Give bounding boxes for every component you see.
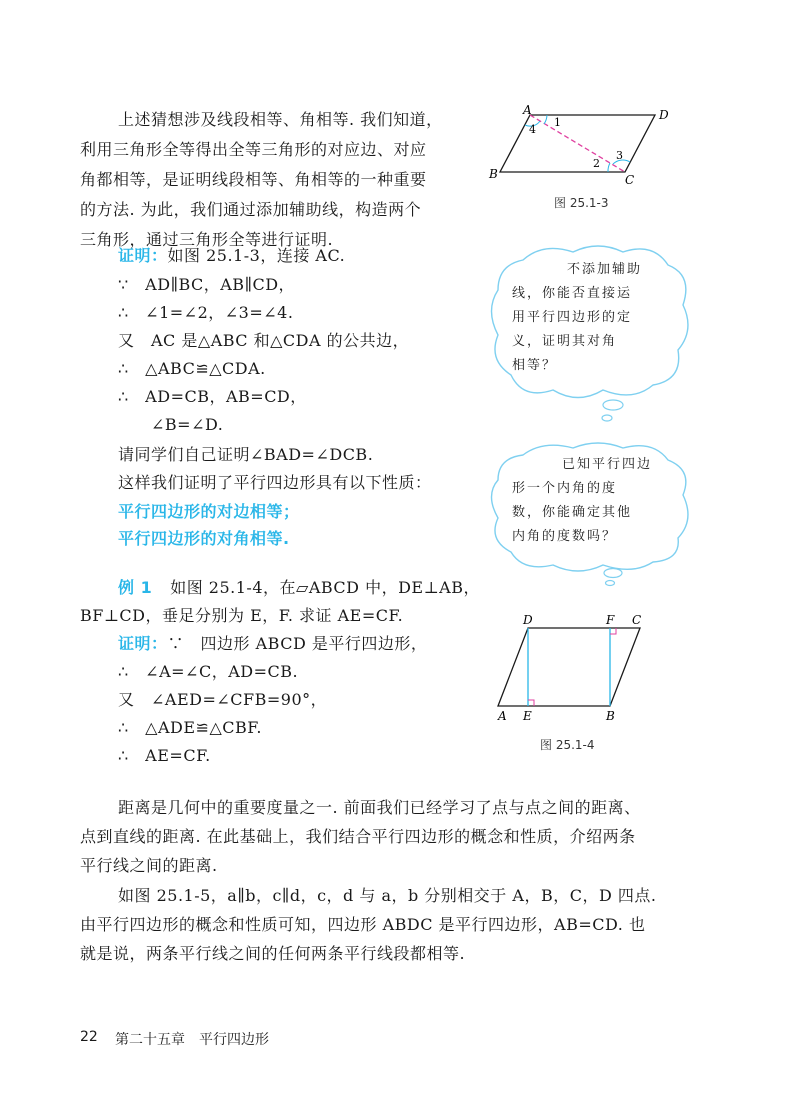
fig1-label-d: D: [659, 108, 669, 122]
proof-line: 这样我们证明了平行四边形具有以下性质：: [118, 473, 432, 492]
bubble-line: 数，你能确定其他: [512, 505, 633, 520]
proof-line: ∴ △ABC≌△CDA.: [118, 359, 266, 378]
bubble-line: 已知平行四边: [562, 457, 653, 472]
example-proof-line: ∴ ∠A=∠C，AD=CB.: [118, 662, 299, 681]
example-proof-line: ∵ 四边形 ABCD 是平行四边形，: [167, 634, 428, 653]
proof-line: ∴ ∠1=∠2，∠3=∠4.: [118, 303, 294, 322]
proof-label: 证明：: [118, 246, 168, 265]
intro-line: 三角形，通过三角形全等进行证明.: [80, 230, 334, 249]
example-line: 如图 25.1-4，在▱ABCD 中，DE⊥AB，: [170, 578, 480, 597]
figure-25-1-4-caption: 图 25.1-4: [540, 738, 595, 752]
property-opposite-angles: 平行四边形的对角相等.: [118, 529, 290, 548]
proof-line: ∠B=∠D.: [118, 415, 224, 434]
bubble-line: 用平行四边形的定: [512, 310, 633, 325]
figure-25-1-3-caption: 图 25.1-3: [554, 196, 609, 210]
fig1-angle-2: 2: [593, 157, 600, 170]
example-label: 例 1: [118, 578, 153, 597]
figure-25-1-4: [490, 610, 660, 725]
property-opposite-sides: 平行四边形的对边相等；: [118, 502, 300, 521]
bubble-line: 相等？: [512, 358, 558, 373]
example-proof-line: ∴ AE=CF.: [118, 746, 211, 765]
bubble-line: 义，证明其对角: [512, 334, 618, 349]
fig1-angle-3: 3: [616, 149, 623, 162]
intro-line: 利用三角形全等得出全等三角形的对应边、对应: [80, 140, 427, 159]
fig2-label-f: F: [606, 613, 615, 627]
fig1-label-a: A: [523, 103, 532, 117]
proof-line: 又 AC 是△ABC 和△CDA 的公共边，: [118, 331, 410, 350]
final-line: 如图 25.1-5，a∥b，c∥d，c，d 与 a，b 分别相交于 A，B，C，D 四点.: [118, 886, 657, 905]
bubble-line: 内角的度数吗？: [512, 529, 618, 544]
bubble-line: 线，你能否直接运: [512, 286, 633, 301]
fig2-label-a: A: [498, 709, 507, 723]
fig2-label-e: E: [523, 709, 532, 723]
fig1-label-c: C: [625, 173, 635, 187]
proof-line: ∵ AD∥BC，AB∥CD，: [118, 275, 296, 294]
final-line: 由平行四边形的概念和性质可知，四边形 ABDC 是平行四边形，AB=CD. 也: [80, 915, 646, 934]
fig1-label-b: B: [489, 167, 498, 181]
bubble-line: 形一个内角的度: [512, 481, 618, 496]
example-line: BF⊥CD，垂足分别为 E，F. 求证 AE=CF.: [80, 606, 404, 625]
example-proof-label: 证明：: [118, 634, 168, 653]
figure-25-1-3: [485, 100, 685, 190]
intro-line: 角都相等，是证明线段相等、角相等的一种重要: [80, 170, 427, 189]
proof-line: 请同学们自己证明∠BAD=∠DCB.: [118, 445, 374, 464]
example-proof-line: 又 ∠AED=∠CFB=90°，: [118, 690, 328, 709]
example-proof-line: ∴ △ADE≌△CBF.: [118, 718, 262, 737]
fig1-angle-4: 4: [529, 123, 536, 136]
fig1-angle-1: 1: [554, 116, 561, 129]
distance-line: 点到直线的距离. 在此基础上，我们结合平行四边形的概念和性质，介绍两条: [80, 827, 636, 846]
distance-line: 距离是几何中的重要度量之一. 前面我们已经学习了点与点之间的距离、: [118, 798, 641, 817]
fig2-label-d: D: [523, 613, 533, 627]
proof-line: 如图 25.1-3，连接 AC.: [167, 246, 346, 265]
proof-line: ∴ AD=CB，AB=CD，: [118, 387, 307, 406]
final-line: 就是说，两条平行线之间的任何两条平行线段都相等.: [80, 944, 466, 963]
intro-line: 上述猜想涉及线段相等、角相等. 我们知道，: [118, 110, 443, 129]
distance-line: 平行线之间的距离.: [80, 856, 218, 875]
bubble-line: 不添加辅助: [567, 262, 643, 277]
fig2-label-b: B: [606, 709, 615, 723]
fig2-label-c: C: [632, 613, 642, 627]
page-number: 22: [80, 1029, 98, 1045]
chapter-title: 第二十五章 平行四边形: [115, 1032, 269, 1048]
intro-line: 的方法. 为此，我们通过添加辅助线，构造两个: [80, 200, 422, 219]
